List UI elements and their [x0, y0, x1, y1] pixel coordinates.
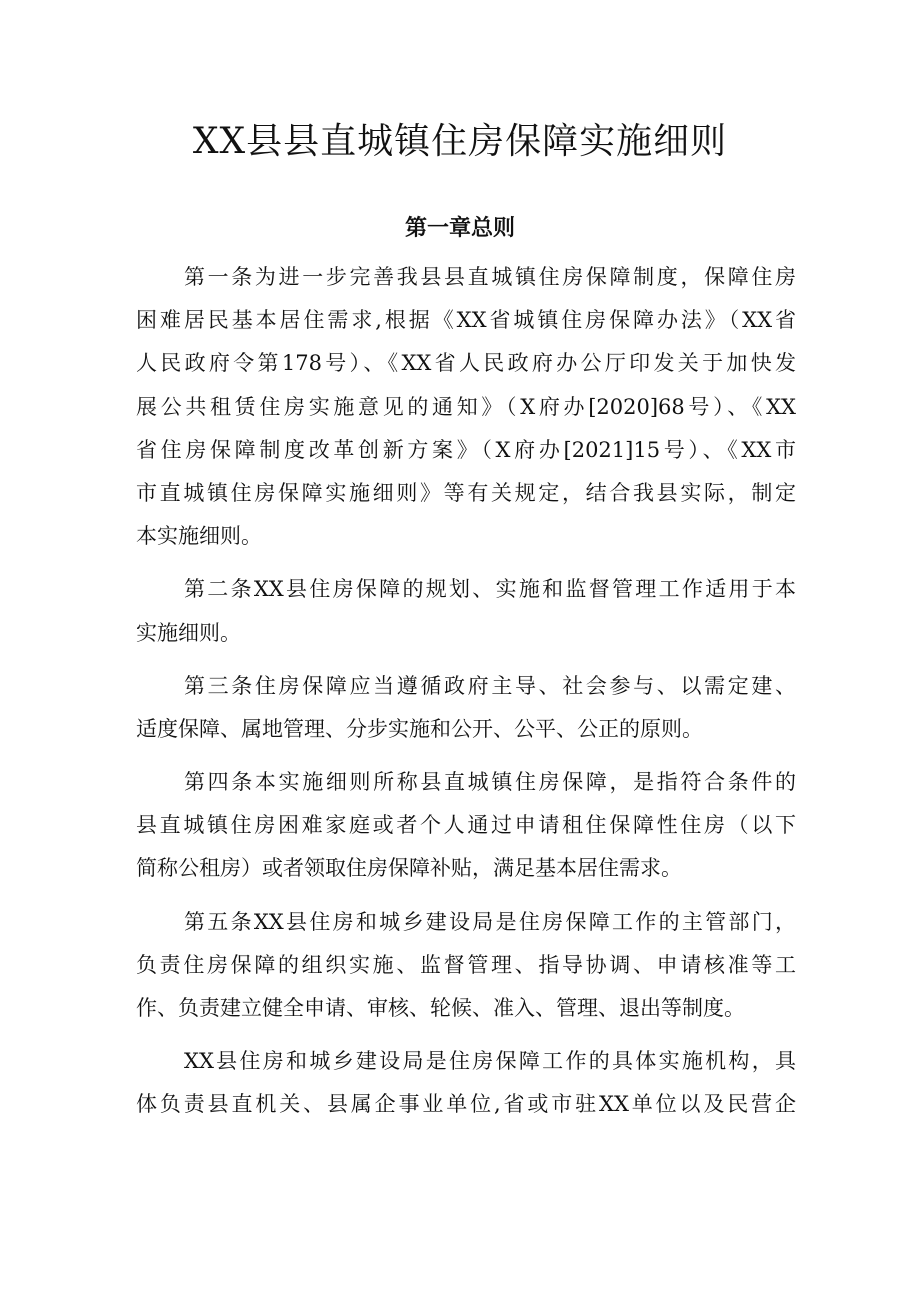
- document-body: [136, 256, 796, 1127]
- text-line: 第二条XX县住房保障的规划、实施和监督管理工作适用于本: [184, 577, 796, 602]
- article-1: [136, 256, 796, 558]
- article-5: [136, 901, 796, 1031]
- text-line: 本实施细则。: [136, 524, 262, 549]
- article-3: [136, 665, 796, 751]
- text-line: 省住房保障制度改革创新方案》（X府办[2021]15号）、《XX市: [136, 437, 796, 462]
- text-line: 简称公租房）或者领取住房保障补贴，满足基本居住需求。: [136, 856, 682, 881]
- text-line: 第四条本实施细则所称县直城镇住房保障，是指符合条件的: [184, 770, 796, 795]
- paragraph-gap: [136, 891, 796, 901]
- paragraph-gap: [136, 751, 796, 761]
- text-line: 负责住房保障的组织实施、监督管理、指导协调、申请核准等工: [136, 952, 796, 977]
- text-line: XX县住房和城乡建设局是住房保障工作的具体实施机构，具: [184, 1049, 796, 1074]
- document-title: XX县县直城镇住房保障实施细则: [192, 121, 728, 162]
- text-line: 第五条XX县住房和城乡建设局是住房保障工作的主管部门，: [184, 909, 796, 934]
- text-line: 适度保障、属地管理、分步实施和公开、公平、公正的原则。: [136, 716, 703, 741]
- paragraph-gap: [136, 1030, 796, 1040]
- article-4: [136, 761, 796, 891]
- text-line: 困难居民基本居住需求,根据《XX省城镇住房保障办法》（XX省: [136, 308, 796, 333]
- paragraph-gap: [136, 655, 796, 665]
- text-line: 第一条为进一步完善我县县直城镇住房保障制度，保障住房: [184, 265, 796, 289]
- chapter-heading: 第一章总则: [404, 216, 515, 241]
- text-line: 体负责县直机关、县属企事业单位,省或市驻XX单位以及民营企: [136, 1092, 796, 1117]
- text-line: 第三条住房保障应当遵循政府主导、社会参与、以需定建、: [184, 673, 796, 698]
- paragraph-gap: [136, 558, 796, 568]
- article-2: [136, 568, 796, 654]
- text-line: 展公共租赁住房实施意见的通知》（X府办[2020]68号）、《XX: [136, 394, 796, 419]
- text-line: 县直城镇住房困难家庭或者个人通过申请租住保障性住房（以下: [136, 813, 796, 838]
- text-line: 作、负责建立健全申请、审核、轮候、准入、管理、退出等制度。: [136, 996, 745, 1020]
- article-5-continued: [136, 1040, 796, 1126]
- text-line: 人民政府令第178号）、《XX省人民政府办公厅印发关于加快发: [136, 351, 796, 376]
- text-line: 市直城镇住房保障实施细则》等有关规定，结合我县实际，制定: [136, 480, 796, 505]
- text-line: 实施细则。: [136, 620, 241, 645]
